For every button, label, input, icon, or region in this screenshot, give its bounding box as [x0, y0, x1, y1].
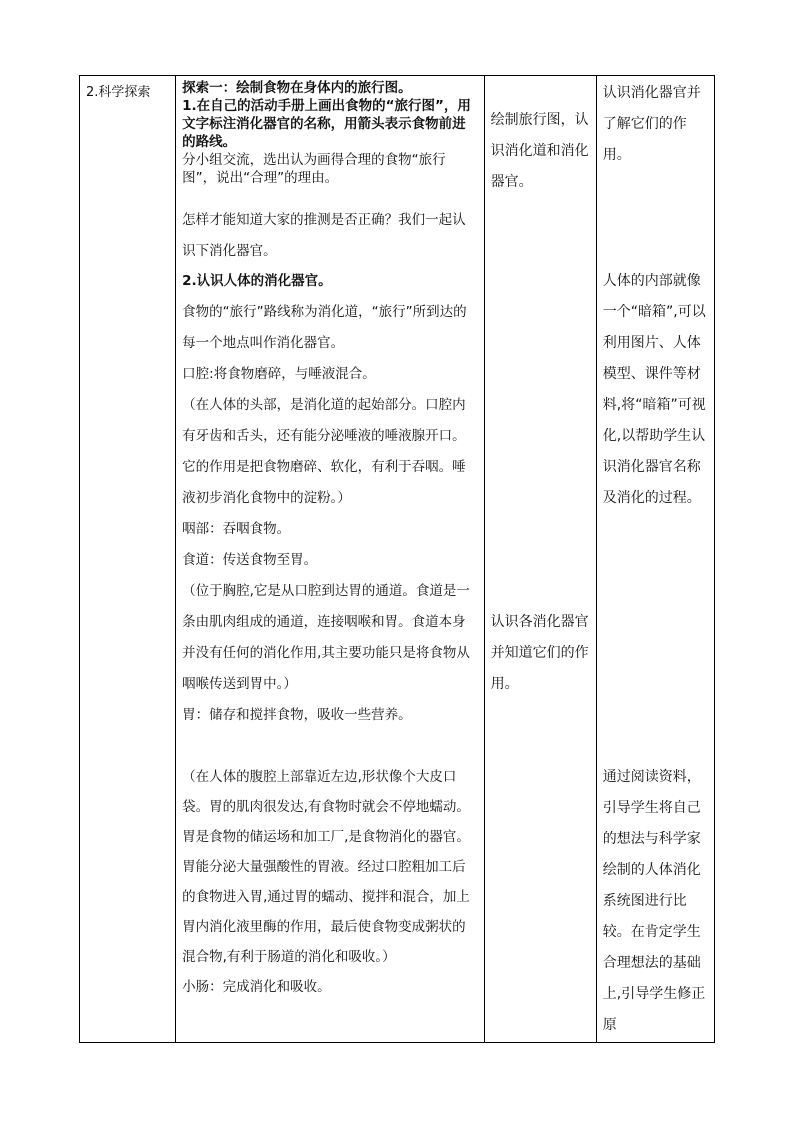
step2-intro: 食物的“旅行”路线称为消化道，“旅行”所到达的每一个地点叫作消化器官。 — [182, 304, 467, 351]
esophagus-text: 食道：传送食物至胃。 — [182, 552, 318, 568]
table-row — [80, 76, 715, 1043]
design-intent-3: 通过阅读资料，引导学生将自己的想法与科学家绘制的人体消化系统图进行比较。在肯定学生合理想法的基础上,引导学生修正原 — [602, 769, 706, 1033]
mouth-detail: （在人体的头部，是消化道的起始部分。口腔内有牙齿和舌头，还有能分泌唾液的唾液腺开口。它的作用是把食物磨碎、软化，有利于吞咽。唾液初步消化食物中的淀粉。） — [182, 397, 466, 506]
student-activity-1: 绘制旅行图，认识消化道和消化器官。 — [490, 112, 589, 190]
explore1-question: 怎样才能知道大家的推测是否正确？我们一起认识下消化器官。 — [182, 212, 466, 259]
pharynx-text: 咽部：吞咽食物。 — [182, 521, 291, 537]
stomach-text: 胃：储存和搅拌食物，吸收一些营养。 — [182, 707, 412, 723]
design-intent-2: 人体的内部就像一个“暗箱”,可以利用图片、人体模型、课件等材料,将“暗箱”可视化,以帮助学生认识消化器官名称及消化的过程。 — [602, 273, 706, 506]
design-intent-1: 认识消化器官并了解它们的作用。 — [602, 85, 701, 163]
small-intestine-text: 小肠：完成消化和吸收。 — [182, 979, 331, 995]
explore1-step1: 1.在自己的活动手册上画出食物的“旅行图”，用文字标注消化器官的名称，用箭头表示食物前进的路线。 — [182, 98, 471, 150]
design-intent-cell — [596, 76, 714, 1043]
teaching-activity-cell — [176, 76, 484, 1043]
stage-label: 2.科学探索 — [86, 85, 151, 100]
step2-title: 2.认识人体的消化器官。 — [182, 273, 332, 289]
student-activity-cell — [484, 76, 596, 1043]
stage-cell — [80, 76, 176, 1043]
stomach-detail: （在人体的腹腔上部靠近左边,形状像个大皮口袋。胃的肌肉很发达,有食物时就会不停地蠕动。胃是食物的储运场和加工厂,是食物消化的器官。胃能分泌大量强酸性的胃液。经过口腔粗加工后的食物进入胃,通过胃的蠕动、搅拌和混合，加上胃内消化液里酶的作用，最后使食物变成粥状的混合物,有利于肠道的消化和吸收。） — [182, 769, 470, 965]
explore1-title: 探索一：绘制食物在身体内的旅行图。 — [182, 80, 412, 96]
explore1-discuss: 分小组交流，选出认为画得合理的食物“旅行图”，说出“合理”的理由。 — [182, 152, 446, 186]
mouth-text: 口腔:将食物磨碎，与唾液混合。 — [182, 366, 376, 382]
student-activity-2: 认识各消化器官并知道它们的作用。 — [490, 614, 589, 692]
lesson-plan-table — [79, 75, 715, 1043]
esophagus-detail: （位于胸腔,它是从口腔到达胃的通道。食道是一条由肌肉组成的通道，连接咽喉和胃。食道本身并没有任何的消化作用,其主要功能只是将食物从咽喉传送到胃中。） — [182, 583, 470, 692]
